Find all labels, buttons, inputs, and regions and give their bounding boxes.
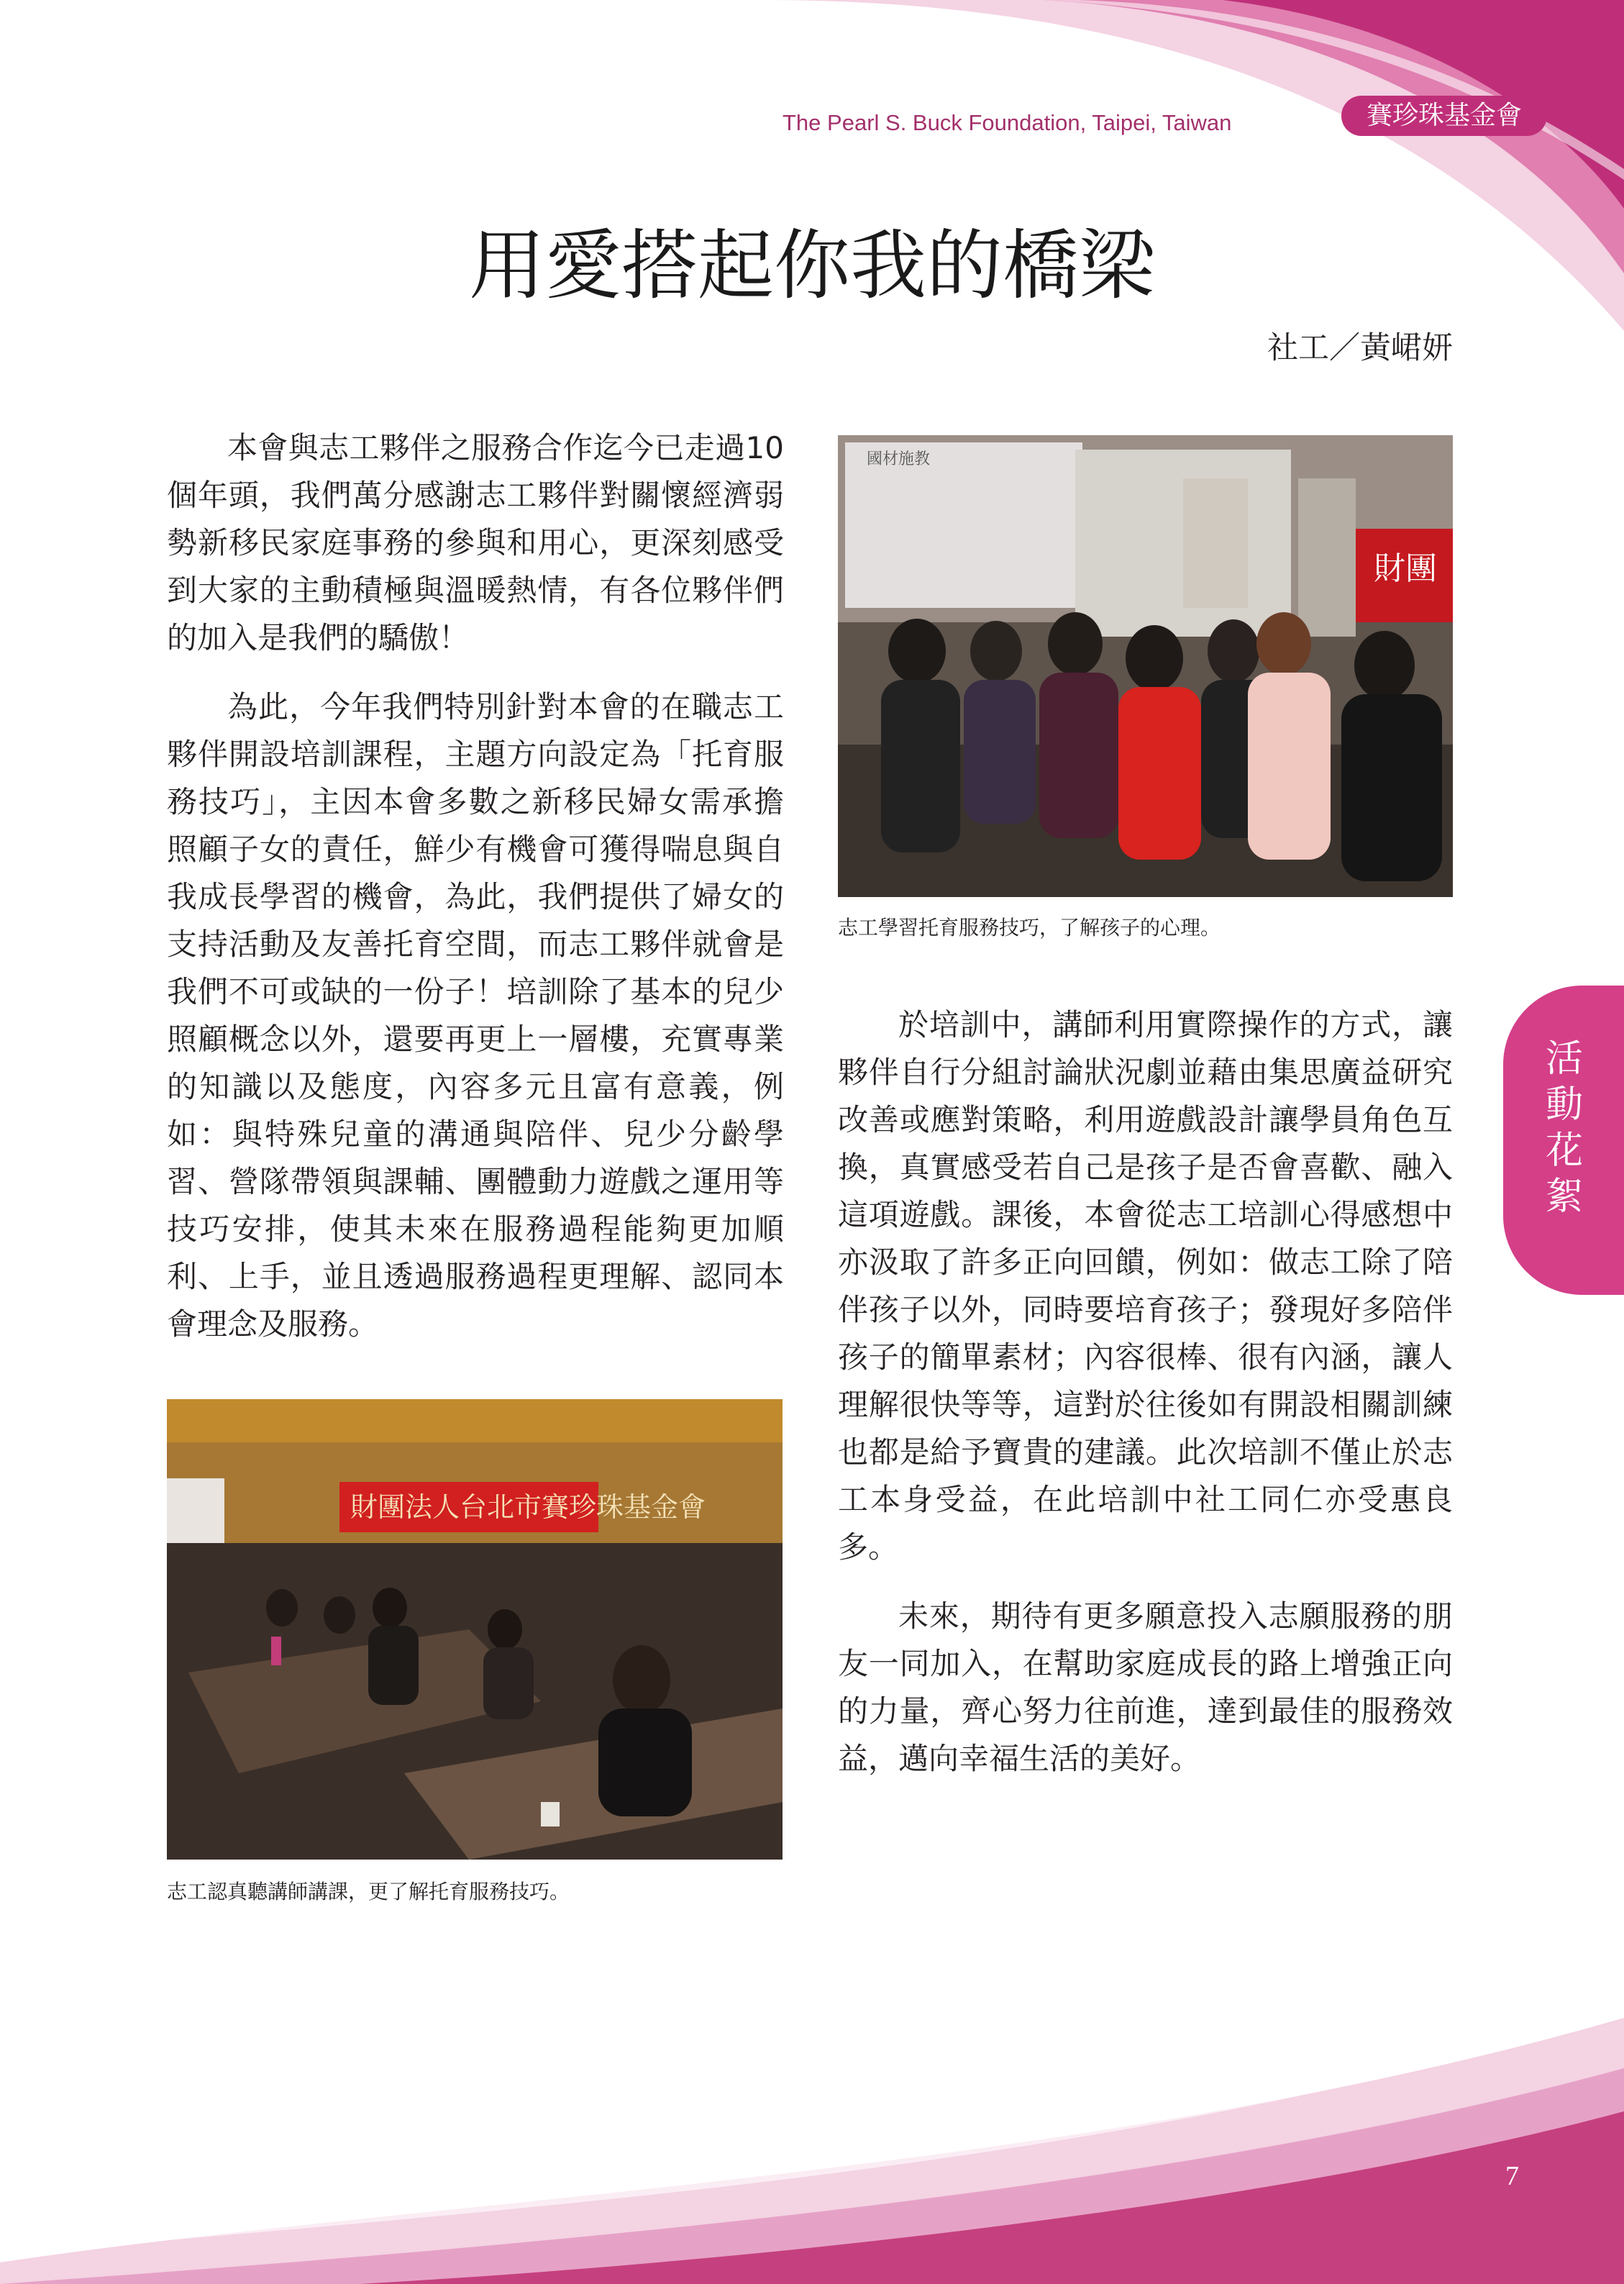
- top-decorative-wave: [0, 0, 1624, 374]
- banner-text: 財團法人台北市賽珍珠基金會: [350, 1491, 706, 1523]
- right-text-column: [838, 1001, 1453, 1783]
- paragraph-intro: 本會與志工夥伴之服務合作迄今已走過10個年頭，我們萬分感謝志工夥伴對關懷經濟弱勢新移民家庭事務的參與和用心，更深刻感受到大家的主動積極與溫暖熱情，有各位夥伴們的加入是我們的驕傲！: [167, 430, 784, 655]
- slide-text: 國材施教: [867, 450, 931, 468]
- article-title: 用愛搭起你我的橋梁: [469, 222, 1155, 310]
- paragraph-training: 為此，今年我們特別針對本會的在職志工夥伴開設培訓課程，主題方向設定為「托育服務技巧」，主因本會多數之新移民婦女需承擔照顧子女的責任，鮮少有機會可獲得喘息與自我成長學習的機會，為此，我們提供了婦女的支持活動及友善托育空間，而志工夥伴就會是我們不可或缺的一份子！培訓除了基本的兒少照顧概念以外，還要再更上一層樓，充實專業的知識以及態度，內容多元且富有意義，例如：與特殊兒童的溝通與陪伴、兒少分齡學習、營隊帶領與課輔、團體動力遊戲之運用等技巧安排，使其未來在服務過程能夠更加順利、上手，並且透過服務過程更理解、認同本會理念及服務。: [167, 689, 784, 1342]
- photo-volunteers-listening-lecture: [167, 1399, 783, 1860]
- banner-text: 財團: [1374, 550, 1437, 587]
- photo-2-caption: 志工認真聽講師講課，更了解托育服務技巧。: [167, 1880, 570, 1903]
- organization-badge: 賽珍珠基金會: [1341, 96, 1547, 136]
- bottom-decorative-wave: [0, 1960, 1624, 2284]
- page-number: 7: [1505, 2161, 1519, 2191]
- section-tab-activities: [1503, 986, 1624, 1295]
- photo-1-illustration: [838, 435, 1453, 897]
- photo-volunteer-training-activity: [838, 435, 1453, 897]
- paragraph-future: 未來，期待有更多願意投入志願服務的朋友一同加入，在幫助家庭成長的路上增強正向的力量，齊心努力往前進，達到最佳的服務效益，邁向幸福生活的美好。: [838, 1598, 1453, 1776]
- article-author: 社工／黃峮妍: [1267, 330, 1453, 366]
- left-text-column: [167, 424, 784, 1348]
- organization-name: The Pearl S. Buck Foundation, Taipei, Taiwan: [783, 110, 1232, 135]
- section-tab-label: 活動花絮: [1545, 1037, 1583, 1219]
- paragraph-training-method: 於培訓中，講師利用實際操作的方式，讓夥伴自行分組討論狀況劇並藉由集思廣益研究改善或應對策略，利用遊戲設計讓學員角色互換，真實感受若自己是孩子是否會喜歡、融入這項遊戲。課後，本會從志工培訓心得感想中亦汲取了許多正向回饋，例如：做志工除了陪伴孩子以外，同時要培育孩子；發現好多陪伴孩子的簡單素材；內容很棒、很有內涵，讓人理解很快等等，這對於往後如有開設相關訓練也都是給予寶貴的建議。此次培訓不僅止於志工本身受益，在此培訓中社工同仁亦受惠良多。: [838, 1007, 1453, 1565]
- photo-1-caption: 志工學習托育服務技巧，了解孩子的心理。: [838, 916, 1221, 939]
- photo-2-illustration: [167, 1399, 783, 1860]
